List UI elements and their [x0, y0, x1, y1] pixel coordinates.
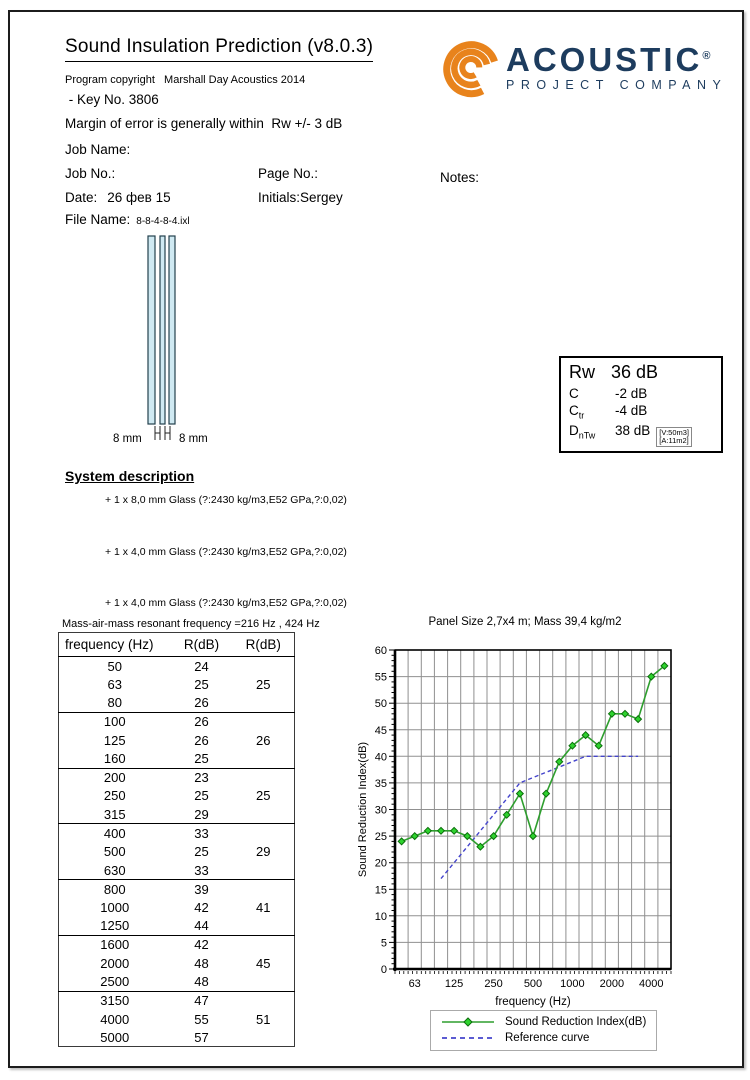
r-value-cell — [233, 824, 295, 843]
table-row — [59, 657, 295, 676]
brand-subtitle: PROJECT COMPANY — [506, 78, 728, 92]
frequency-cell: 1250 — [59, 917, 171, 936]
glass-pane-4mm-middle — [160, 236, 165, 424]
r-value-cell: 55 — [194, 1011, 209, 1027]
chart-x-label: frequency (Hz) — [495, 996, 571, 1008]
page-border — [8, 10, 744, 1068]
r-value-cell: 25 — [194, 676, 209, 692]
initials-value: Sergey — [300, 190, 343, 205]
frequency-table-body — [59, 657, 295, 1047]
svg-text:250: 250 — [484, 978, 503, 990]
svg-text:40: 40 — [374, 751, 387, 764]
r-value-cell: 26 — [194, 714, 209, 730]
legend-label: Sound Reduction Index(dB) — [505, 1016, 647, 1028]
system-layer-3: + 1 x 4,0 mm Glass (?:2430 kg/m3,E52 GPa,?:0,02) — [105, 597, 347, 609]
table-row — [59, 880, 295, 899]
mass-air-mass-note: Mass-air-mass resonant frequency =216 Hz , 424 Hz — [62, 618, 320, 630]
dntw-label: $D_{nTw}$ — [569, 422, 596, 441]
r-value-cell — [233, 712, 295, 731]
table-row — [59, 712, 295, 731]
frequency-cell: 3150 — [100, 993, 130, 1009]
r-value-cell: 39 — [194, 881, 209, 897]
r-value-cell: 29 — [256, 844, 271, 860]
table-row — [59, 824, 295, 843]
system-description-heading: System description — [65, 468, 195, 484]
table-row — [59, 675, 295, 694]
table-row — [59, 731, 295, 750]
frequency-cell: 315 — [59, 805, 171, 824]
frequency-cell: 500 — [103, 844, 126, 860]
table-row — [59, 768, 295, 787]
legend-line-markers-icon — [439, 1016, 497, 1028]
r-value-cell — [233, 694, 295, 713]
svg-text:45: 45 — [374, 724, 387, 737]
r-value-cell — [233, 991, 295, 1010]
table-row — [59, 1028, 295, 1047]
rw-value: 36 dB — [611, 362, 659, 382]
glass-pane-8mm — [148, 236, 155, 424]
frequency-cell: 100 — [103, 714, 126, 730]
initials-line — [258, 190, 343, 205]
table-row — [59, 861, 295, 880]
table-row — [59, 935, 295, 954]
glass-construction-diagram — [95, 230, 225, 455]
frequency-table — [58, 632, 295, 1047]
svg-text:10: 10 — [374, 910, 387, 923]
r-value-cell: 44 — [171, 917, 233, 936]
file-name-value: 8-8-4-8-4.ixl — [136, 216, 190, 227]
ctr-row — [569, 403, 713, 421]
notes-label: Notes: — [440, 170, 480, 185]
r-value-cell — [233, 805, 295, 824]
initials-label: Initials: — [258, 190, 301, 205]
r-value-cell: 45 — [256, 955, 271, 971]
r-value-cell: 26 — [171, 694, 233, 713]
r-value-cell: 25 — [171, 749, 233, 768]
gap-left-dim-label: 8 mm — [113, 433, 142, 445]
ctr-value: -4 dB — [615, 403, 648, 418]
legend-dashed-line-icon — [439, 1032, 497, 1044]
chart-y-label: Sound Reduction Index(dB) — [357, 741, 369, 878]
svg-text:63: 63 — [408, 978, 421, 990]
r-value-cell — [233, 880, 295, 899]
frequency-cell: 2000 — [100, 955, 130, 971]
r-value-cell: 24 — [194, 658, 209, 674]
svg-text:0: 0 — [380, 964, 387, 976]
job-no-label: Job No.: — [65, 166, 116, 181]
legend-label: Reference curve — [505, 1032, 590, 1044]
frequency-cell: 80 — [59, 694, 171, 713]
svg-text:55: 55 — [374, 671, 387, 684]
legend-item — [439, 1014, 646, 1030]
logo-text — [506, 40, 727, 92]
table-row — [59, 805, 295, 824]
r-value-cell: 41 — [256, 900, 271, 916]
glass-pane-4mm-right — [169, 236, 175, 424]
rw-row — [569, 362, 713, 383]
table-header-cell: R(dB) — [171, 633, 233, 657]
frequency-cell: 160 — [59, 749, 171, 768]
page-no-label: Page No.: — [258, 166, 319, 181]
chart-svg — [355, 627, 685, 1012]
r-value-cell: 42 — [194, 937, 209, 953]
dntw-value: 38 dB — [615, 422, 651, 438]
svg-text:5: 5 — [380, 937, 387, 950]
table-header-cell: R(dB) — [233, 633, 295, 657]
c-label: C — [569, 386, 579, 401]
svg-text:25: 25 — [374, 831, 387, 844]
r-value-cell: 33 — [171, 861, 233, 880]
svg-text:15: 15 — [374, 884, 387, 897]
r-value-cell: 25 — [194, 844, 209, 860]
copyright-line: Program copyright Marshall Day Acoustics 2014 — [65, 74, 306, 86]
r-value-cell: 48 — [171, 973, 233, 992]
frequency-cell: 50 — [107, 658, 122, 674]
r-value-cell — [233, 917, 295, 936]
margin-of-error-note: Margin of error is generally within Rw +/- 3 dB — [65, 116, 343, 131]
table-row — [59, 749, 295, 768]
registered-mark: ® — [702, 50, 714, 62]
frequency-cell: 63 — [107, 676, 122, 692]
svg-text:50: 50 — [374, 698, 387, 711]
table-row — [59, 842, 295, 861]
frequency-cell: 400 — [103, 825, 126, 841]
sound-reduction-chart — [355, 627, 685, 1012]
svg-text:125: 125 — [444, 978, 464, 990]
dntw-room-notes: [V:50m3] [A:11m2] — [656, 427, 692, 447]
r-value-cell: 25 — [194, 788, 209, 804]
c-row — [569, 386, 713, 401]
table-row — [59, 694, 295, 713]
r-value-cell — [233, 973, 295, 992]
frequency-cell: 630 — [59, 861, 171, 880]
svg-text:2000: 2000 — [599, 978, 625, 990]
r-value-cell — [233, 657, 295, 676]
frequency-cell: 2500 — [59, 973, 171, 992]
chart-legend — [430, 1010, 657, 1051]
frequency-cell: 800 — [103, 881, 126, 897]
r-value-cell: 48 — [194, 955, 209, 971]
svg-text:4000: 4000 — [639, 978, 664, 990]
c-value: -2 dB — [615, 386, 648, 401]
gap-dimension-marks — [155, 426, 170, 440]
frequency-cell: 200 — [103, 770, 126, 786]
r-value-cell — [233, 1028, 295, 1047]
file-name-line — [65, 212, 190, 227]
r-value-cell: 57 — [194, 1029, 209, 1045]
frequency-cell: 250 — [103, 788, 126, 804]
file-name-label: File Name: — [65, 212, 131, 227]
r-value-cell: 47 — [194, 993, 209, 1009]
table-row — [59, 787, 295, 806]
frequency-cell: 1000 — [100, 900, 130, 916]
svg-text:500: 500 — [523, 978, 543, 990]
system-layer-1: + 1 x 8,0 mm Glass (?:2430 kg/m3,E52 GPa,?:0,02) — [105, 494, 347, 506]
table-row — [59, 1010, 295, 1029]
r-value-cell: 29 — [171, 805, 233, 824]
r-value-cell: 25 — [256, 788, 271, 804]
table-header-cell: frequency (Hz) — [59, 633, 171, 657]
table-header-row — [59, 633, 295, 657]
r-value-cell — [233, 861, 295, 880]
table-row — [59, 917, 295, 936]
frequency-cell: 5000 — [100, 1029, 130, 1045]
svg-text:35: 35 — [374, 777, 387, 790]
frequency-cell: 1600 — [100, 937, 130, 953]
chart-title: Panel Size 2,7x4 m; Mass 39,4 kg/m2 — [428, 616, 622, 628]
r-value-cell — [233, 935, 295, 954]
rw-label: Rw — [569, 362, 595, 382]
r-value-cell: 25 — [256, 676, 271, 692]
r-value-cell: 42 — [194, 900, 209, 916]
r-value-cell — [233, 749, 295, 768]
ctr-label: $C_{tr}$ — [569, 403, 585, 421]
table-row — [59, 973, 295, 992]
svg-text:30: 30 — [374, 804, 387, 817]
date-label: Date: — [65, 190, 98, 205]
sound-wave-arcs-icon — [442, 40, 500, 102]
r-value-cell: 51 — [256, 1011, 271, 1027]
frequency-cell: 4000 — [100, 1011, 130, 1027]
svg-text:1000: 1000 — [560, 978, 585, 990]
table-row — [59, 898, 295, 917]
frequency-cell: 125 — [103, 732, 126, 748]
r-value-cell: 33 — [194, 825, 209, 841]
brand-name: ACOUSTIC® — [506, 41, 714, 78]
legend-item — [439, 1030, 646, 1046]
r-value-cell: 26 — [194, 732, 209, 748]
rating-results-box — [559, 356, 723, 453]
gap-right-dim-label: 8 mm — [179, 433, 208, 445]
system-layer-2: + 1 x 4,0 mm Glass (?:2430 kg/m3,E52 GPa,?:0,02) — [105, 546, 347, 558]
r-value-cell: 23 — [194, 770, 209, 786]
svg-text:60: 60 — [374, 645, 387, 657]
dntw-row — [569, 423, 713, 447]
svg-text:20: 20 — [374, 857, 387, 870]
r-value-cell: 26 — [256, 732, 271, 748]
date-line — [65, 190, 171, 205]
company-logo — [442, 40, 742, 104]
table-row — [59, 954, 295, 973]
report-title: Sound Insulation Prediction (v8.0.3) — [65, 36, 373, 62]
r-value-cell — [233, 768, 295, 787]
table-row — [59, 991, 295, 1010]
job-name-label: Job Name: — [65, 142, 131, 157]
key-number-line: - Key No. 3806 — [65, 92, 159, 107]
date-value: 26 фев 15 — [107, 190, 171, 205]
